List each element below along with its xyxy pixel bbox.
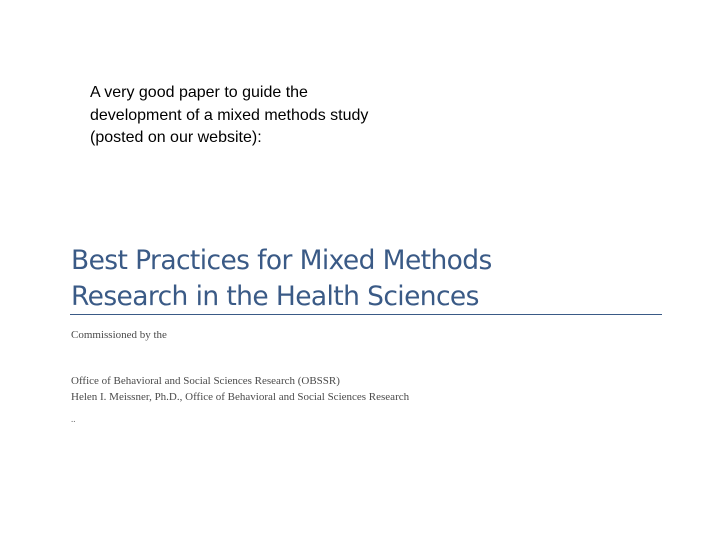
author-line: Helen I. Meissner, Ph.D., Office of Behavioral and Social Sciences Research xyxy=(71,391,410,403)
organization-name: Office of Behavioral and Social Sciences Research (OBSSR) xyxy=(71,375,340,387)
paper-title-line: Best Practices for Mixed Methods xyxy=(71,245,492,276)
intro-line: A very good paper to guide the xyxy=(90,84,308,101)
trailing-mark: .. xyxy=(71,414,76,424)
intro-text xyxy=(90,82,420,150)
organization-block xyxy=(71,373,409,405)
paper-title-line: Research in the Health Sciences xyxy=(71,281,479,312)
intro-line: (posted on our website): xyxy=(90,129,262,146)
commissioned-by-text: Commissioned by the xyxy=(71,329,167,341)
intro-line: development of a mixed methods study xyxy=(90,106,369,124)
paper-title xyxy=(71,243,492,315)
title-divider xyxy=(70,314,662,315)
